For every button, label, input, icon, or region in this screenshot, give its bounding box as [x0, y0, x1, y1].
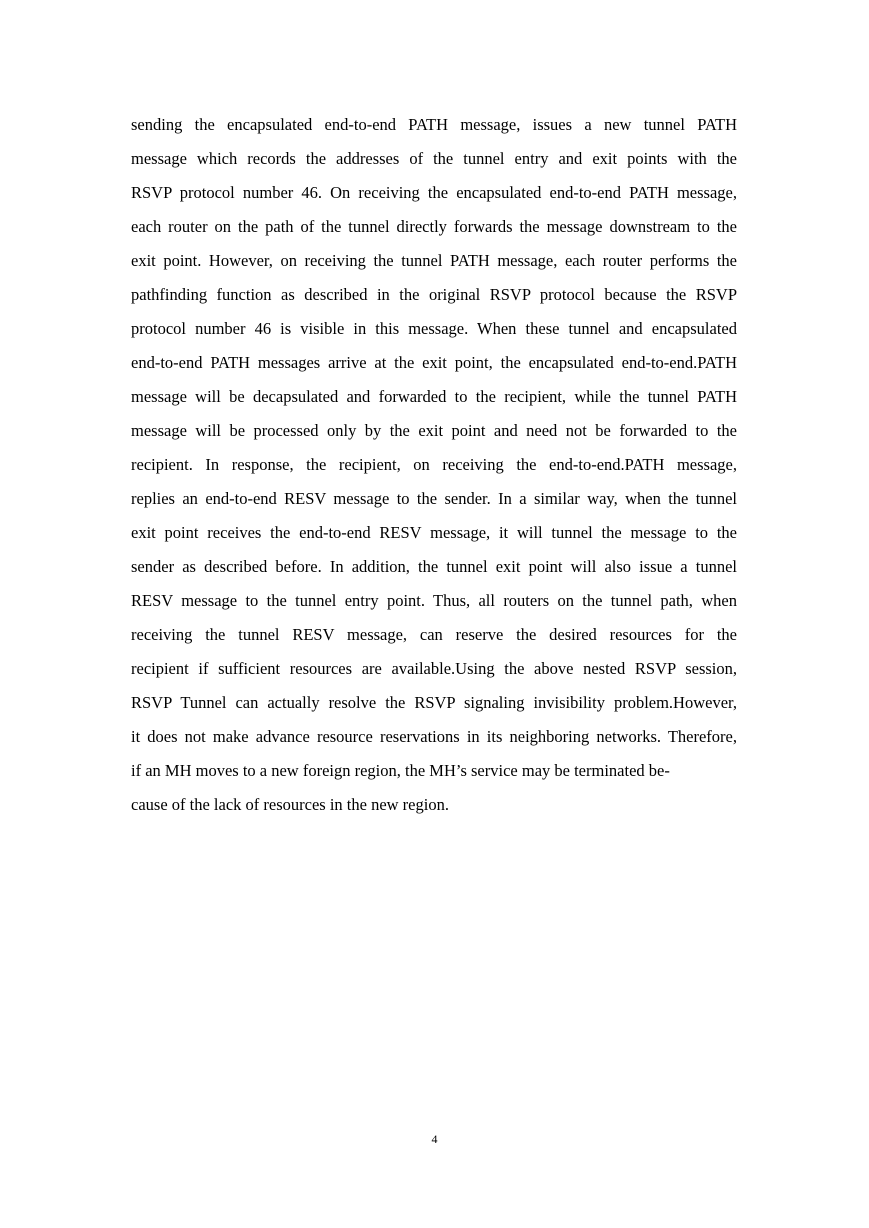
body-paragraph [131, 108, 737, 822]
paragraph-line: sender as described before. In addition, the tunnel exit point will also issue a tunnel [131, 557, 737, 576]
paragraph-line: replies an end-to-end RESV message to the sender. In a similar way, when the tunnel [131, 489, 737, 508]
paragraph-line: exit point receives the end-to-end RESV message, it will tunnel the message to the [131, 523, 737, 542]
paragraph-line: sending the encapsulated end-to-end PATH message, issues a new tunnel PATH [131, 115, 737, 134]
paragraph-line: recipient. In response, the recipient, on receiving the end-to-end.PATH message, [131, 455, 737, 474]
paragraph-line: end-to-end PATH messages arrive at the exit point, the encapsulated end-to-end.PATH [131, 353, 737, 372]
paragraph-line: protocol number 46 is visible in this message. When these tunnel and encapsulated [131, 319, 737, 338]
paragraph-line: if an MH moves to a new foreign region, the MH’s service may be terminated be- [131, 761, 670, 780]
paragraph-line: each router on the path of the tunnel directly forwards the message downstream to the [131, 217, 737, 236]
paragraph-line: exit point. However, on receiving the tunnel PATH message, each router performs the [131, 251, 737, 270]
paragraph-line: message will be processed only by the exit point and need not be forwarded to the [131, 421, 737, 440]
paragraph-line: RSVP protocol number 46. On receiving the encapsulated end-to-end PATH message, [131, 183, 737, 202]
page-number: 4 [431, 1132, 438, 1146]
paragraph-line: cause of the lack of resources in the new region. [131, 795, 449, 814]
paragraph-line: receiving the tunnel RESV message, can reserve the desired resources for the [131, 625, 737, 644]
paragraph-line: message will be decapsulated and forwarded to the recipient, while the tunnel PATH [131, 387, 737, 406]
paragraph-line: it does not make advance resource reservations in its neighboring networks. Therefore, [131, 727, 737, 746]
paragraph-line: message which records the addresses of the tunnel entry and exit points with the [131, 149, 737, 168]
paragraph-line: pathfinding function as described in the original RSVP protocol because the RSVP [131, 285, 737, 304]
paragraph-line: recipient if sufficient resources are available.Using the above nested RSVP session, [131, 659, 737, 678]
paragraph-line: RSVP Tunnel can actually resolve the RSVP signaling invisibility problem.However, [131, 693, 737, 712]
paragraph-line: RESV message to the tunnel entry point. Thus, all routers on the tunnel path, when [131, 591, 737, 610]
